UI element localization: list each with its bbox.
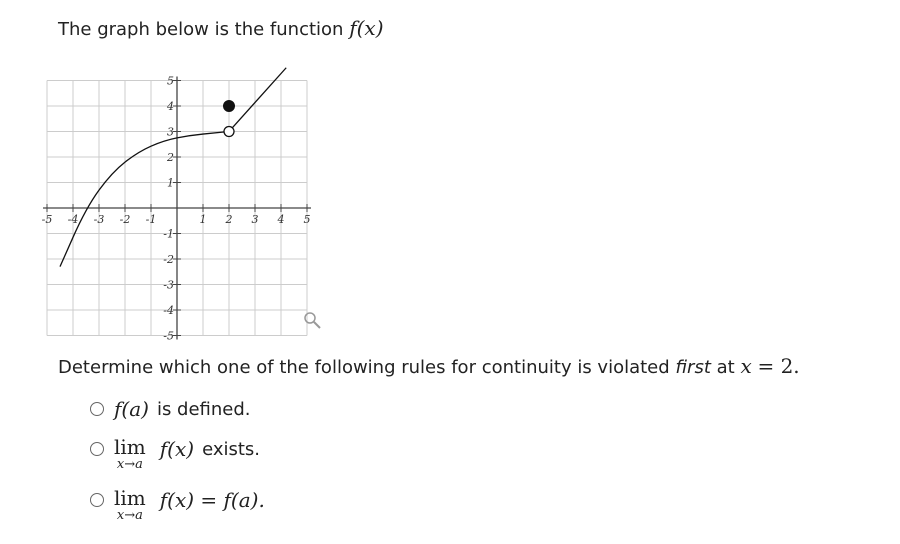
y-tick-label: 4 — [167, 100, 174, 113]
x-tick-label: 5 — [303, 213, 311, 226]
question-var: x — [740, 354, 752, 378]
lim-sub: x→a — [116, 508, 143, 523]
open-point — [224, 127, 234, 137]
y-tick-label: 2 — [167, 151, 174, 164]
function-graph — [41, 62, 327, 343]
lim-word: lim — [114, 435, 146, 459]
y-tick-label: 3 — [167, 125, 174, 139]
y-tick-label: 5 — [167, 74, 174, 88]
option-math: f(a) — [114, 397, 149, 421]
x-tick-label: 1 — [199, 213, 207, 226]
y-tick-label: -1 — [163, 227, 174, 241]
question-mid: at — [716, 357, 735, 378]
x-tick-label: 2 — [225, 213, 233, 226]
y-tick-label: -3 — [163, 278, 174, 292]
option-label: is defined. — [156, 399, 251, 420]
question-pre: Determine which one of the following rules for continuity is violated — [58, 357, 670, 378]
y-tick-label: -4 — [163, 304, 174, 317]
question-eq: = 2. — [757, 354, 800, 378]
option-math: f(x) = f(a). — [159, 488, 265, 512]
radio-button[interactable] — [90, 442, 104, 456]
x-tick-label: 3 — [251, 213, 259, 226]
option-limit-equals[interactable] — [90, 487, 265, 523]
title-function: f(x) — [349, 16, 384, 40]
option-label: exists. — [202, 439, 261, 460]
x-tick-label: -3 — [93, 213, 105, 226]
page-title — [58, 16, 384, 40]
question-emphasis: first — [675, 357, 711, 378]
series-line-right — [229, 68, 286, 132]
y-tick-label: -5 — [163, 329, 174, 343]
radio-button[interactable] — [90, 402, 104, 416]
radio-button[interactable] — [90, 493, 104, 507]
limit-notation — [114, 487, 146, 523]
limit-notation — [114, 436, 146, 472]
x-tick-label: 4 — [277, 213, 285, 226]
title-text: The graph below is the function — [58, 19, 344, 40]
question-text — [58, 354, 800, 378]
x-tick-label: -5 — [41, 213, 53, 226]
option-math: f(x) — [159, 437, 195, 461]
lim-word: lim — [114, 486, 146, 510]
y-tick-label: -2 — [163, 253, 174, 266]
x-tick-label: -4 — [67, 213, 79, 226]
option-f-defined[interactable] — [90, 396, 251, 424]
option-limit-exists[interactable] — [90, 436, 260, 472]
lim-sub: x→a — [116, 457, 143, 472]
x-tick-label: -2 — [119, 213, 131, 226]
y-tick-label: 1 — [167, 176, 174, 190]
series-curve-left — [60, 132, 229, 267]
filled-point — [224, 101, 235, 112]
x-tick-label: -1 — [145, 213, 157, 226]
